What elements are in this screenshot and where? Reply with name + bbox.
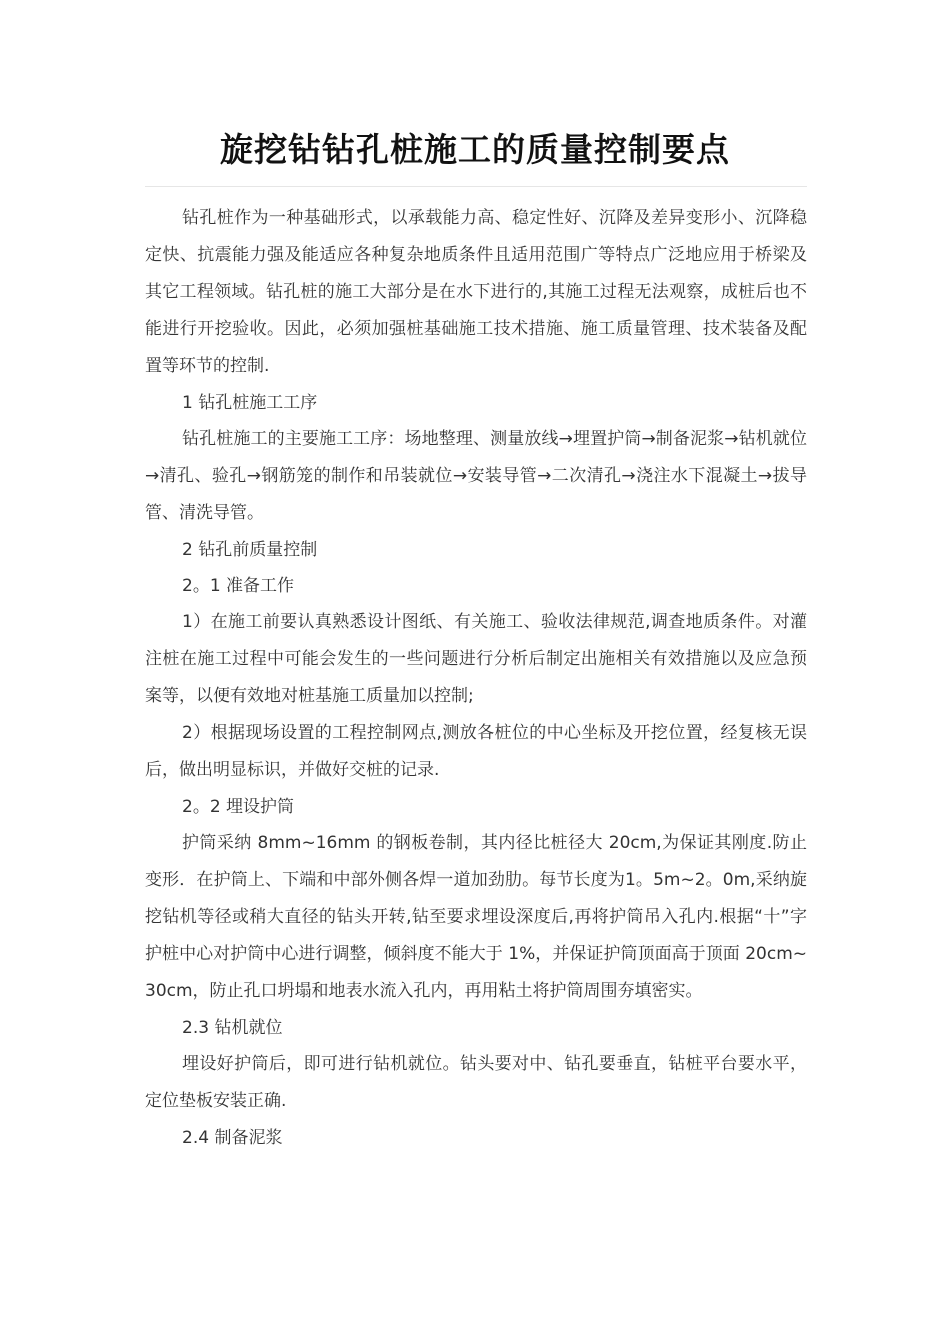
subsection-heading: 2。1 准备工作 [182, 576, 295, 596]
body-paragraph: 钻孔桩作为一种基础形式，以承载能力高、稳定性好、沉降及差异变形小、沉降稳定快、抗震能力强及能适应各种复杂地质条件且适用范围广等特点广泛地应用于桥梁及其它工程领域。钻孔桩的施工大部分是在水下进行的,其施工过程无法观察，成桩后也不能进行开挖验收。因此，必须加强桩基础施工技术措施、施工质量管理、技术装备及配置等环节的控制. [145, 208, 807, 376]
subsection-heading: 2.4 制备泥浆 [182, 1128, 283, 1148]
subsection-heading: 2。2 埋设护筒 [182, 797, 295, 817]
body-paragraph: 钻孔桩施工的主要施工工序：场地整理、测量放线→埋置护筒→制备泥浆→钻机就位→清孔、验孔→钢筋笼的制作和吊装就位→安装导管→二次清孔→浇注水下混凝土→拔导管、清洗导管。 [145, 429, 807, 523]
body-paragraph: 护筒采纳 8mm~16mm 的钢板卷制，其内径比桩径大 20cm,为保证其刚度.防止变形．在护筒上、下端和中部外侧各焊一道加劲肋。每节长度为1。5m~2。0m,采纳旋挖钻机等径或稍大直径的钻头开转,钻至要求埋设深度后,再将护筒吊入孔内.根据“十”字护桩中心对护筒中心进行调整，倾斜度不能大于 1%，并保证护筒顶面高于顶面 20cm~30cm，防止孔口坍塌和地表水流入孔内，再用粘土将护筒周围夯填密实。 [145, 833, 807, 1001]
document-title: 旋挖钻钻孔桩施工的质量控制要点 [220, 130, 730, 169]
body-paragraph: 埋设好护筒后，即可进行钻机就位。钻头要对中、钻孔要垂直，钻桩平台要水平，定位垫板安装正确. [145, 1054, 807, 1111]
subsection-heading: 2.3 钻机就位 [182, 1018, 283, 1038]
body-paragraph: 1）在施工前要认真熟悉设计图纸、有关施工、验收法律规范,调查地质条件。对灌注桩在施工过程中可能会发生的一些问题进行分析后制定出施相关有效措施以及应急预案等，以便有效地对桩基施工质量加以控制; [145, 612, 807, 706]
document-body [145, 200, 807, 1156]
title-divider [145, 186, 807, 187]
section-heading: 2 钻孔前质量控制 [182, 540, 318, 560]
section-heading: 1 钻孔桩施工工序 [182, 393, 318, 413]
body-paragraph: 2）根据现场设置的工程控制网点,测放各桩位的中心坐标及开挖位置，经复核无误后，做出明显标识，并做好交桩的记录. [145, 723, 807, 780]
